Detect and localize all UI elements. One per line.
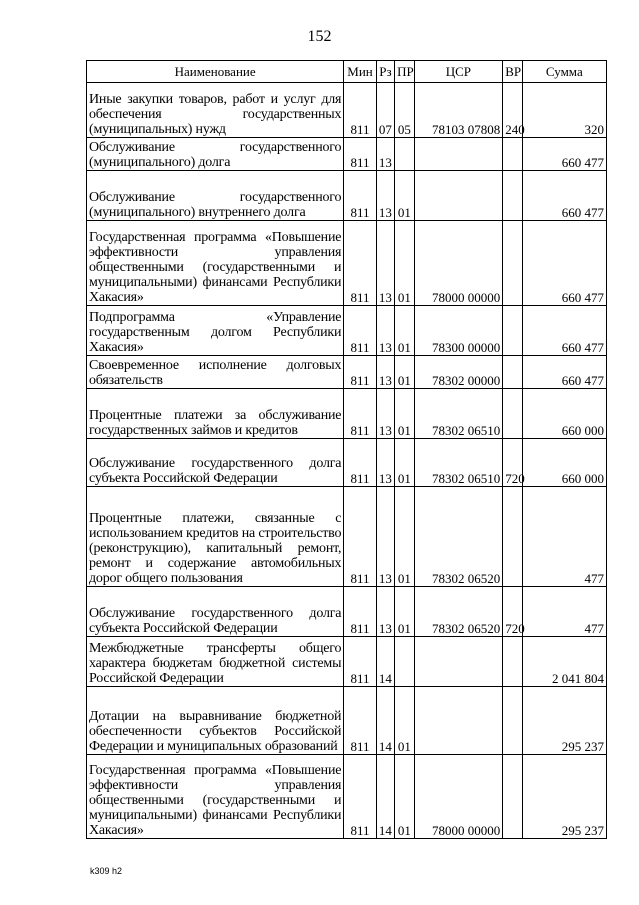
cell-rz: 13	[376, 138, 394, 171]
cell-min: 811	[344, 221, 376, 306]
cell-rz: 14	[376, 687, 394, 755]
table-row	[87, 356, 607, 389]
cell-rz: 07	[376, 83, 394, 138]
cell-pr: 01	[395, 389, 414, 439]
cell-sum: 660 000	[522, 389, 606, 439]
cell-pr: 01	[395, 306, 414, 356]
cell-sum: 660 477	[522, 171, 606, 221]
cell-vr	[503, 356, 522, 389]
cell-min: 811	[344, 439, 376, 487]
cell-rz: 13	[376, 439, 394, 487]
footer-code: k309 h2	[90, 866, 123, 876]
cell-sum: 477	[522, 587, 606, 637]
cell-csr: 78300 00000	[414, 306, 503, 356]
cell-pr	[395, 637, 414, 687]
cell-min: 811	[344, 356, 376, 389]
table-row	[87, 755, 607, 839]
page-number: 152	[307, 28, 332, 45]
cell-name: Обслуживание государственного (муниципального) внутреннего долга	[87, 171, 344, 221]
cell-sum: 660 000	[522, 439, 606, 487]
cell-name: Обслуживание государственного долга субъекта Российской Федерации	[87, 439, 344, 487]
table-row	[87, 83, 607, 138]
header-min: Мин	[344, 61, 376, 83]
cell-vr	[503, 637, 522, 687]
cell-sum: 660 477	[522, 221, 606, 306]
cell-csr: 78302 00000	[414, 356, 503, 389]
cell-pr: 01	[395, 356, 414, 389]
cell-sum: 295 237	[522, 687, 606, 755]
cell-sum: 2 041 804	[522, 637, 606, 687]
header-sum: Сумма	[522, 61, 606, 83]
cell-pr: 01	[395, 221, 414, 306]
cell-vr: 720	[503, 587, 522, 637]
cell-vr	[503, 221, 522, 306]
cell-rz: 13	[376, 306, 394, 356]
cell-name: Подпрограмма «Управление государственным долгом Республики Хакасия»	[87, 306, 344, 356]
cell-pr: 01	[395, 439, 414, 487]
header-pr: ПР	[395, 61, 414, 83]
cell-rz: 13	[376, 221, 394, 306]
table-row	[87, 587, 607, 637]
cell-pr: 01	[395, 487, 414, 587]
cell-csr	[414, 138, 503, 171]
cell-pr	[395, 138, 414, 171]
cell-min: 811	[344, 138, 376, 171]
cell-min: 811	[344, 487, 376, 587]
cell-min: 811	[344, 587, 376, 637]
cell-sum: 660 477	[522, 356, 606, 389]
table-row	[87, 221, 607, 306]
cell-name: Межбюджетные трансферты общего характера бюджетам бюджетной системы Российской Федерации	[87, 637, 344, 687]
header-vr: ВР	[503, 61, 522, 83]
cell-name: Государственная программа «Повышение эффективности управления общественными (государственными и муниципальными) финансами Республики Хакасия»	[87, 755, 344, 839]
cell-name: Государственная программа «Повышение эффективности управления общественными (государственными и муниципальными) финансами Республики Хакасия»	[87, 221, 344, 306]
cell-name: Дотации на выравнивание бюджетной обеспеченности субъектов Российской Федерации и муниципальных образований	[87, 687, 344, 755]
table-header-row	[87, 61, 607, 83]
header-csr: ЦСР	[414, 61, 503, 83]
cell-sum: 477	[522, 487, 606, 587]
cell-min: 811	[344, 687, 376, 755]
cell-rz: 13	[376, 356, 394, 389]
budget-table	[86, 60, 607, 839]
cell-min: 811	[344, 83, 376, 138]
cell-rz: 14	[376, 755, 394, 839]
cell-vr	[503, 487, 522, 587]
cell-csr: 78000 00000	[414, 755, 503, 839]
cell-pr: 01	[395, 755, 414, 839]
cell-name: Процентные платежи, связанные с использованием кредитов на строительство (реконструкцию), капитальный ремонт, ремонт и содержание автомобильных дорог общего пользования	[87, 487, 344, 587]
cell-csr	[414, 637, 503, 687]
cell-csr	[414, 687, 503, 755]
cell-csr	[414, 171, 503, 221]
cell-pr: 01	[395, 587, 414, 637]
cell-min: 811	[344, 171, 376, 221]
cell-csr: 78103 07808	[414, 83, 503, 138]
table-row	[87, 487, 607, 587]
cell-pr: 05	[395, 83, 414, 138]
cell-min: 811	[344, 755, 376, 839]
cell-rz: 13	[376, 487, 394, 587]
table-row	[87, 687, 607, 755]
table-row	[87, 389, 607, 439]
cell-vr: 240	[503, 83, 522, 138]
cell-name: Обслуживание государственного долга субъекта Российской Федерации	[87, 587, 344, 637]
cell-rz: 14	[376, 637, 394, 687]
cell-vr	[503, 389, 522, 439]
cell-min: 811	[344, 637, 376, 687]
cell-vr	[503, 171, 522, 221]
cell-vr	[503, 687, 522, 755]
table-row	[87, 637, 607, 687]
cell-rz: 13	[376, 587, 394, 637]
cell-sum: 660 477	[522, 138, 606, 171]
cell-name: Своевременное исполнение долговых обязательств	[87, 356, 344, 389]
cell-vr	[503, 138, 522, 171]
cell-min: 811	[344, 306, 376, 356]
cell-sum: 295 237	[522, 755, 606, 839]
cell-vr: 720	[503, 439, 522, 487]
table-row	[87, 138, 607, 171]
cell-vr	[503, 306, 522, 356]
cell-pr: 01	[395, 687, 414, 755]
cell-sum: 660 477	[522, 306, 606, 356]
cell-csr: 78000 00000	[414, 221, 503, 306]
table-row	[87, 171, 607, 221]
table-row	[87, 439, 607, 487]
header-rz: Рз	[376, 61, 394, 83]
cell-csr: 78302 06520	[414, 487, 503, 587]
cell-rz: 13	[376, 389, 394, 439]
cell-csr: 78302 06520	[414, 587, 503, 637]
cell-pr: 01	[395, 171, 414, 221]
cell-name: Процентные платежи за обслуживание государственных займов и кредитов	[87, 389, 344, 439]
cell-csr: 78302 06510	[414, 439, 503, 487]
header-name: Наименование	[87, 61, 344, 83]
cell-name: Иные закупки товаров, работ и услуг для обеспечения государственных (муниципальных) нужд	[87, 83, 344, 138]
cell-rz: 13	[376, 171, 394, 221]
cell-vr	[503, 755, 522, 839]
table-row	[87, 306, 607, 356]
cell-min: 811	[344, 389, 376, 439]
cell-csr: 78302 06510	[414, 389, 503, 439]
cell-name: Обслуживание государственного (муниципального) долга	[87, 138, 344, 171]
cell-sum: 320	[522, 83, 606, 138]
